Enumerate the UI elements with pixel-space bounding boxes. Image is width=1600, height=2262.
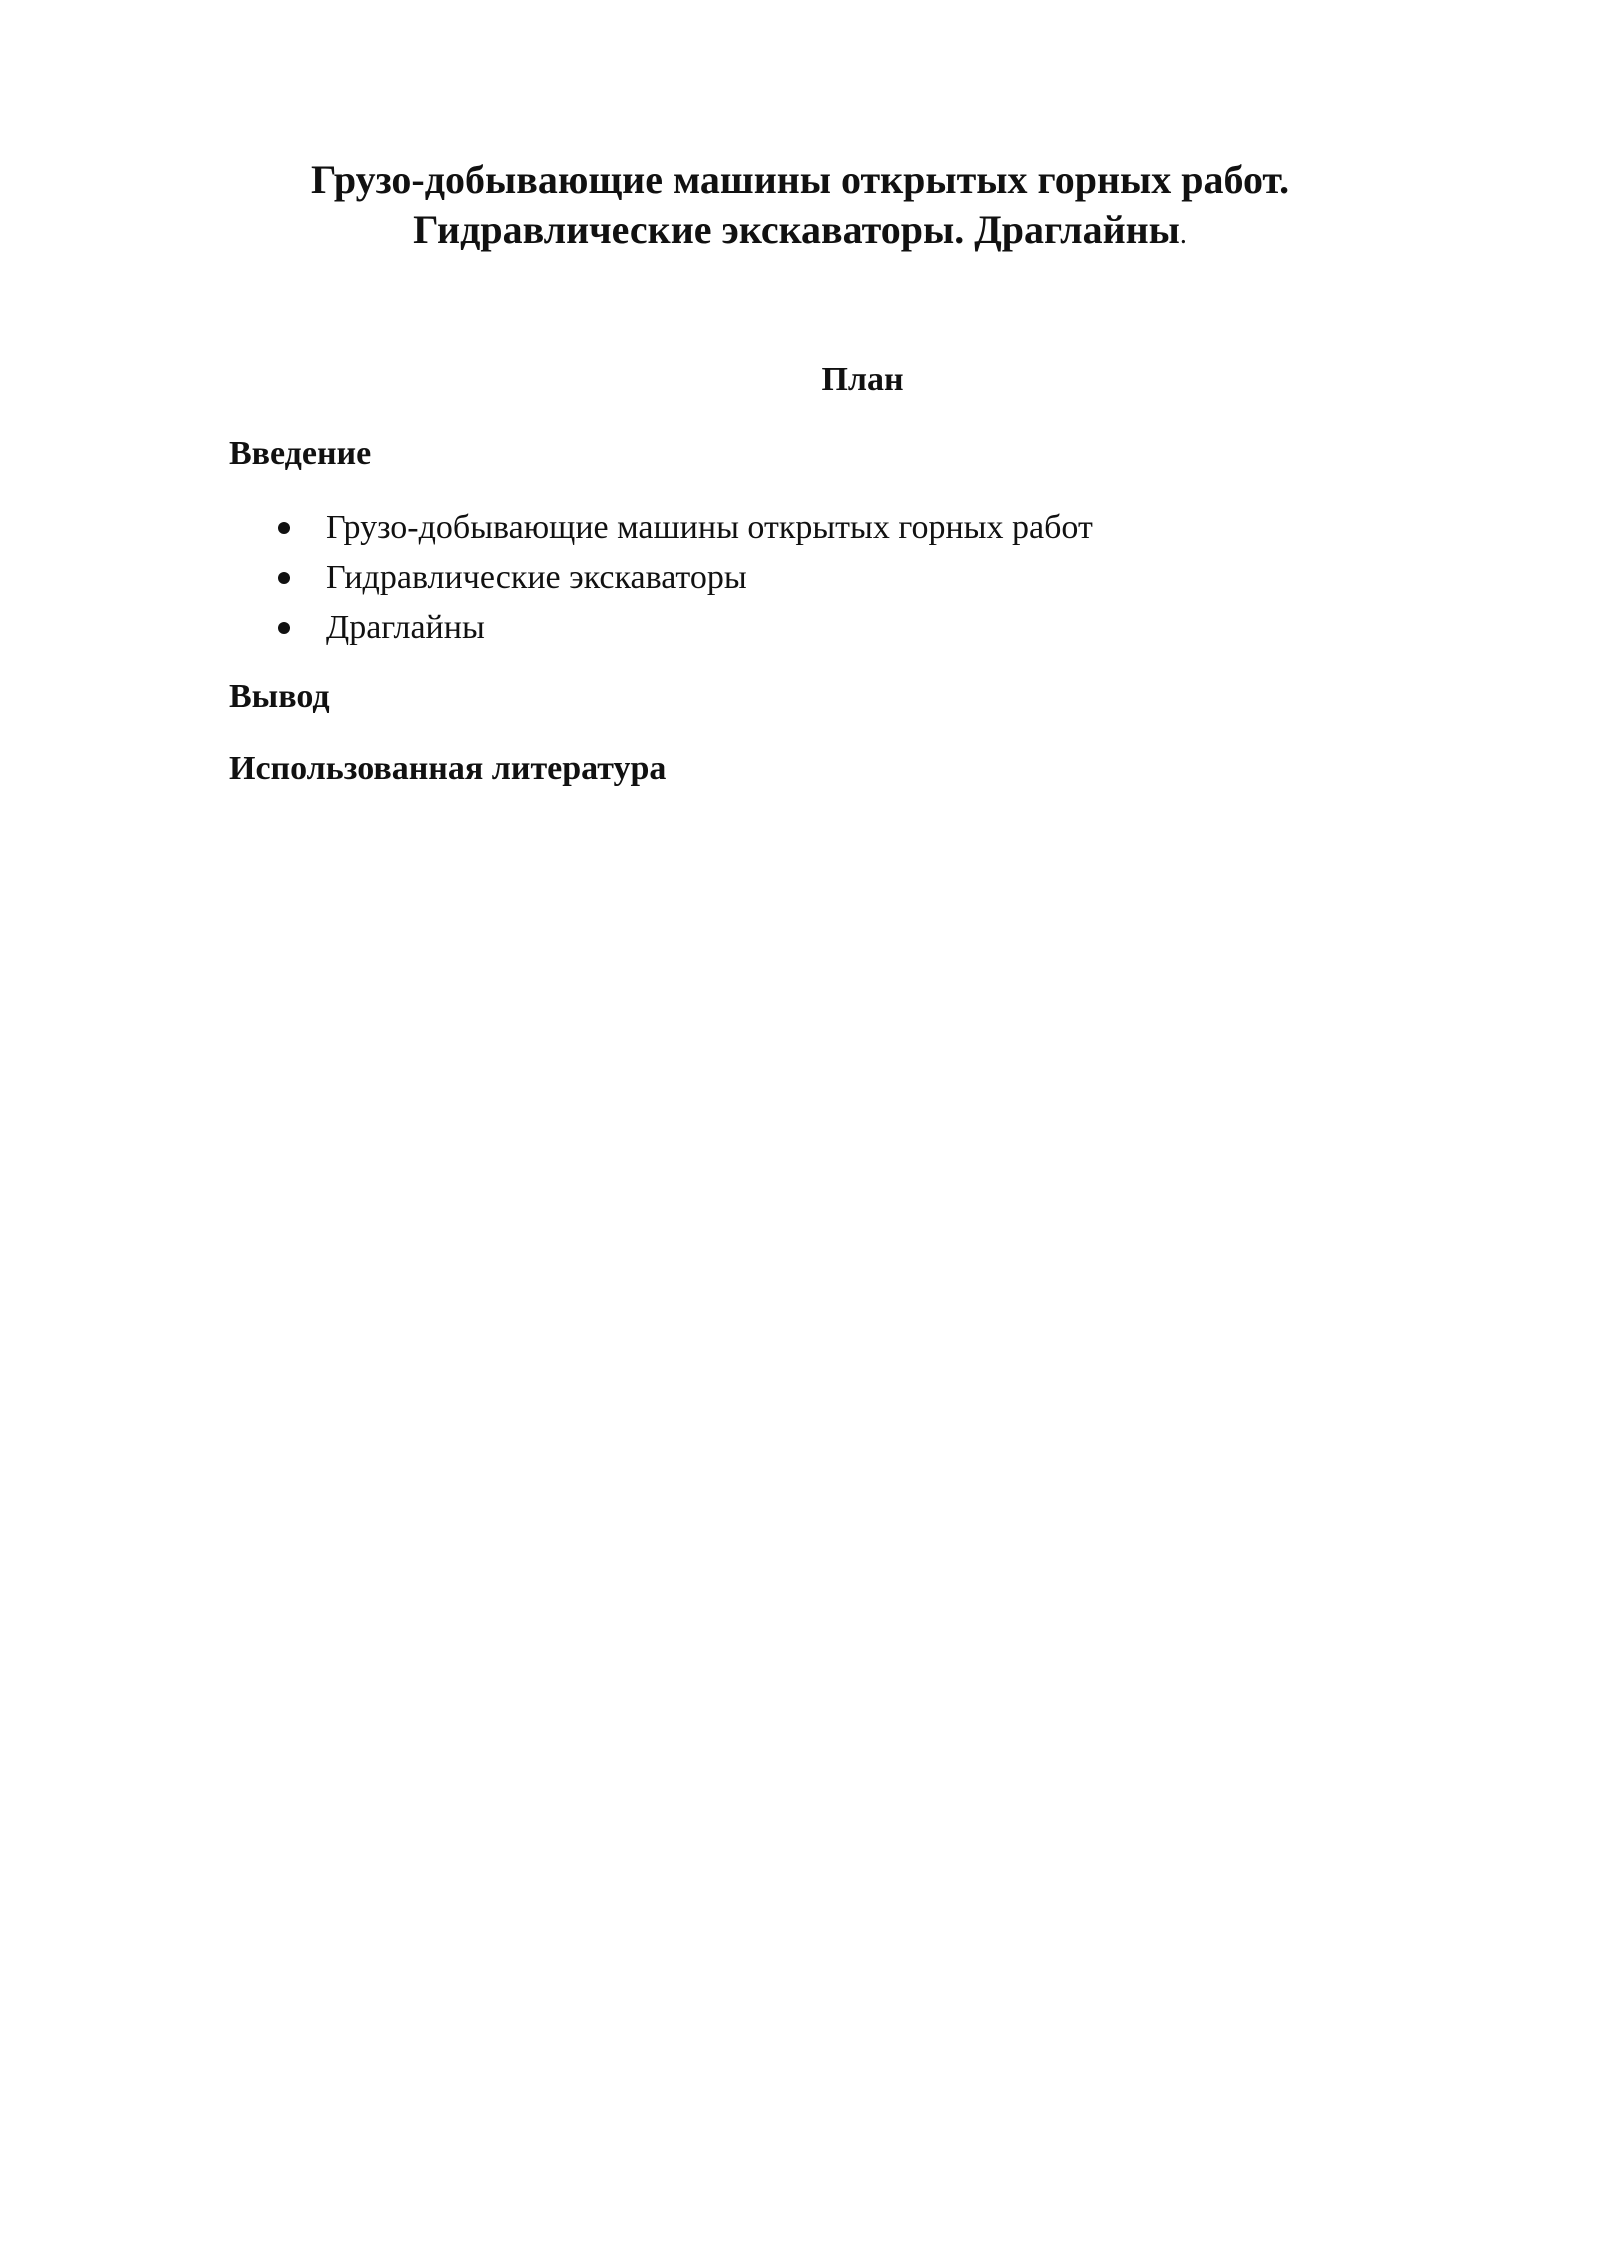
list-item-text: Драглайны: [326, 609, 485, 646]
list-item-text: Грузо-добывающие машины открытых горных работ: [326, 509, 1093, 546]
section-heading-literature: Использованная литература: [229, 750, 667, 787]
section-heading-conclusion: Вывод: [229, 678, 330, 715]
section-heading-intro: Введение: [229, 435, 372, 472]
document-title-line-2-text: Гидравлические экскаваторы. Драглайны: [413, 207, 1180, 252]
bullet-icon: [278, 572, 290, 584]
bullet-icon: [278, 522, 290, 534]
plan-heading: План: [821, 361, 904, 398]
document-title-line-2-period: .: [1179, 219, 1187, 250]
list-item-text: Гидравлические экскаваторы: [326, 559, 747, 596]
document-title-line-1: Грузо-добывающие машины открытых горных работ.: [310, 157, 1290, 202]
bullet-icon: [278, 622, 290, 634]
document-title-line-2: [200, 205, 1400, 260]
